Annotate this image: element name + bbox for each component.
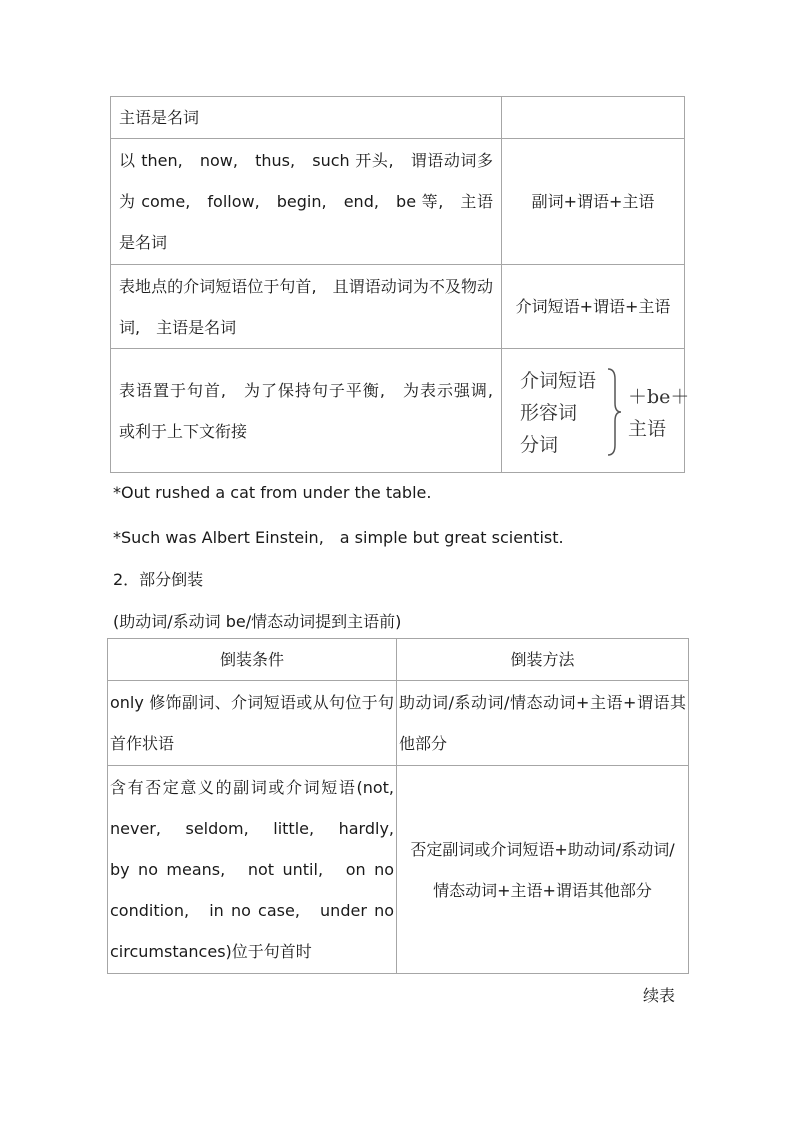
brace-formula-cell (502, 349, 690, 473)
method-cell (502, 97, 685, 139)
section-heading: 2．部分倒装 (113, 570, 204, 589)
column-header: 倒装条件 (108, 639, 397, 681)
brace-items (520, 365, 596, 461)
table-row (111, 97, 685, 139)
example-sentence: *Such was Albert Einstein, a simple but great scientist. (113, 528, 564, 547)
table-row (111, 265, 685, 349)
brace-item: 分词 (520, 434, 559, 456)
table-row (111, 349, 685, 473)
example-sentence: *Out rushed a cat from under the table. (113, 483, 432, 502)
brace-result-top: ＋be＋ (628, 386, 690, 408)
table-header-row (108, 639, 689, 681)
condition-cell: 以 then, now, thus, such 开头, 谓语动词多为 come, follow, begin, end, be 等, 主语是名词 (111, 139, 502, 265)
continued-label: 续表 (643, 986, 676, 1005)
column-header: 倒装方法 (397, 639, 689, 681)
method-cell: 介词短语+谓语+主语 (502, 265, 685, 349)
brace-result (628, 381, 689, 445)
condition-cell: 主语是名词 (111, 97, 502, 139)
method-cell: 助动词/系动词/情态动词+主语+谓语其他部分 (397, 681, 689, 766)
table-row (111, 139, 685, 265)
condition-cell: 含有否定意义的副词或介词短语(not, never, seldom, little, hardly, by no means, not until, on no condition, in no case, under no circumstances)位于句首时 (108, 766, 397, 974)
condition-cell: only 修饰副词、介词短语或从句位于句首作状语 (108, 681, 397, 766)
method-cell: 否定副词或介词短语+助动词/系动词/情态动词+主语+谓语其他部分 (397, 766, 689, 974)
method-cell: 副词+谓语+主语 (502, 139, 685, 265)
inversion-table-full (110, 96, 690, 473)
table-row (108, 766, 689, 974)
table-row (108, 681, 689, 766)
section-note: (助动词/系动词 be/情态动词提到主语前) (113, 612, 402, 631)
brace-item: 形容词 (520, 402, 578, 424)
partial-inversion-table (107, 638, 689, 974)
brace-result-bottom: 主语 (628, 418, 667, 440)
curly-brace-icon (606, 367, 624, 457)
brace-item: 介词短语 (520, 370, 597, 392)
condition-cell: 表地点的介词短语位于句首, 且谓语动词为不及物动词, 主语是名词 (111, 265, 502, 349)
condition-cell: 表语置于句首, 为了保持句子平衡, 为表示强调, 或利于上下文衔接 (111, 349, 502, 473)
